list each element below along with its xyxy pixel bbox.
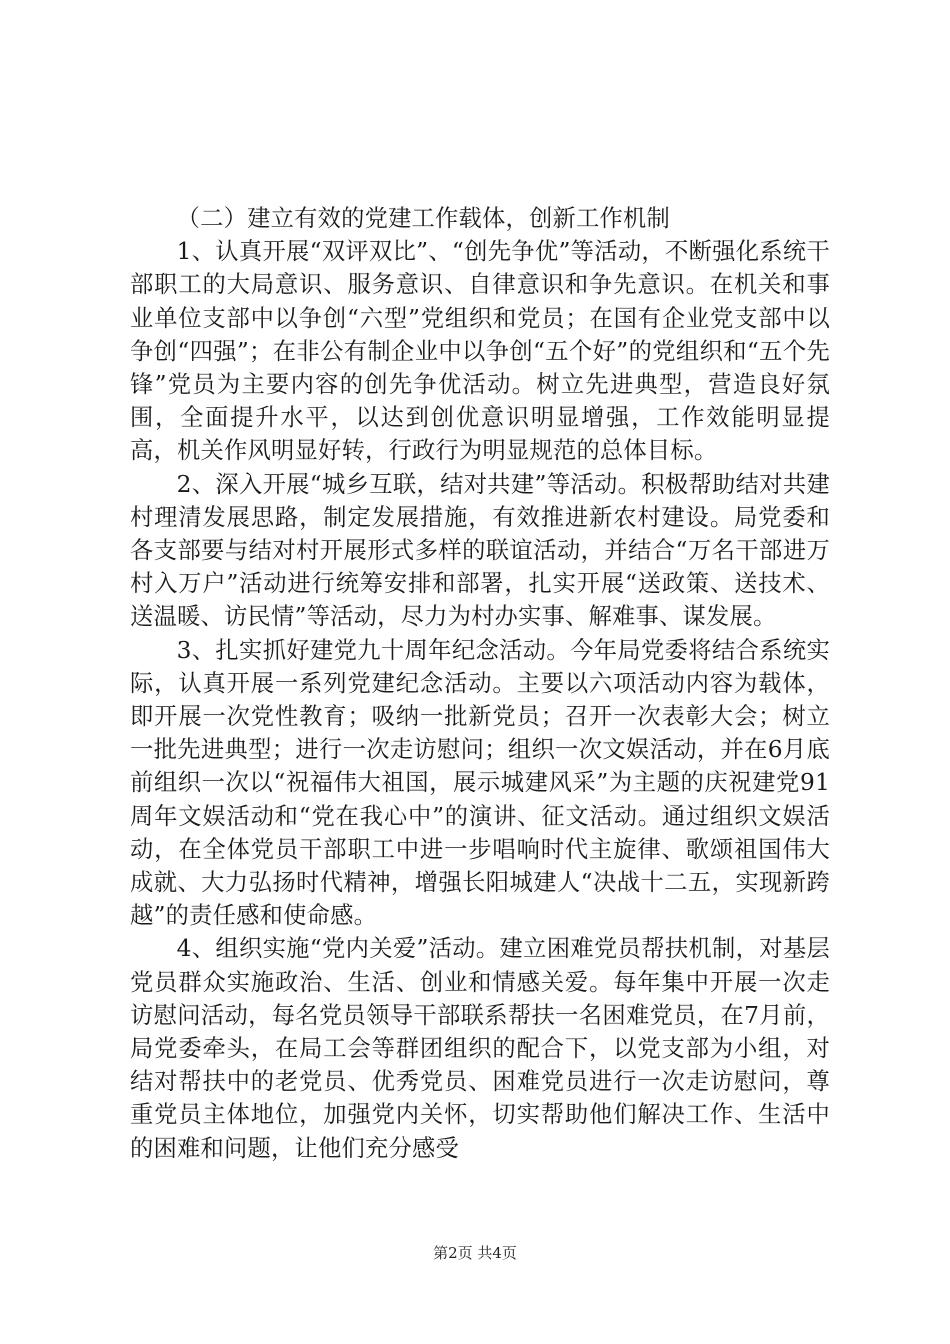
paragraph-1: 1、认真开展“双评双比”、“创先争优”等活动，不断强化系统干部职工的大局意识、服务意识、自律意识和争先意识。在机关和事业单位支部中以争创“六型”党组织和党员；在国有企业党支部中以争创“四强”；在非公有制企业中以争创“五个好”的党组织和“五个先锋”党员为主要内容的创先争优活动。树立先进典型，营造良好氛围，全面提升水平，以达到创优意识明显增强，工作效能明显提高，机关作风明显好转，行政行为明显规范的总体目标。 <box>130 238 830 465</box>
section-heading: （二）建立有效的党建工作载体，创新工作机制 <box>176 205 671 232</box>
paragraph-3: 3、扎实抓好建党九十周年纪念活动。今年局党委将结合系统实际，认真开展一系列党建纪念活动。主要以六项活动内容为载体，即开展一次党性教育；吸纳一批新党员；召开一次表彰大会；树立一批先进典型；进行一次走访慰问；组织一次文娱活动，并在6月底前组织一次以“祝福伟大祖国，展示城建风采”为主题的庆祝建党91周年文娱活动和“党在我心中”的演讲、征文活动。通过组织文娱活动，在全体党员干部职工中进一步唱响时代主旋律、歌颂祖国伟大成就、大力弘扬时代精神，增强长阳城建人“决战十二五，实现新跨越”的责任感和使命感。 <box>130 636 830 930</box>
page-footer: 第2页 共4页 <box>433 1244 517 1262</box>
document-body <box>130 202 830 1165</box>
paragraph-4: 4、组织实施“党内关爱”活动。建立困难党员帮扶机制，对基层党员群众实施政治、生活、创业和情感关爱。每年集中开展一次走访慰问活动，每名党员领导干部联系帮扶一名困难党员，在7月前，局党委牵头，在局工会等群团组织的配合下，以党支部为小组，对结对帮扶中的老党员、优秀党员、困难党员进行一次走访慰问，尊重党员主体地位，加强党内关怀，切实帮助他们解决工作、生活中的困难和问题，让他们充分感受 <box>130 935 830 1162</box>
paragraph-2: 2、深入开展“城乡互联，结对共建”等活动。积极帮助结对共建村理清发展思路，制定发展措施，有效推进新农村建设。局党委和各支部要与结对村开展形式多样的联谊活动，并结合“万名干部进万村入万户”活动进行统筹安排和部署，扎实开展“送政策、送技术、送温暖、访民情”等活动，尽力为村办实事、解难事、谋发展。 <box>130 470 830 631</box>
